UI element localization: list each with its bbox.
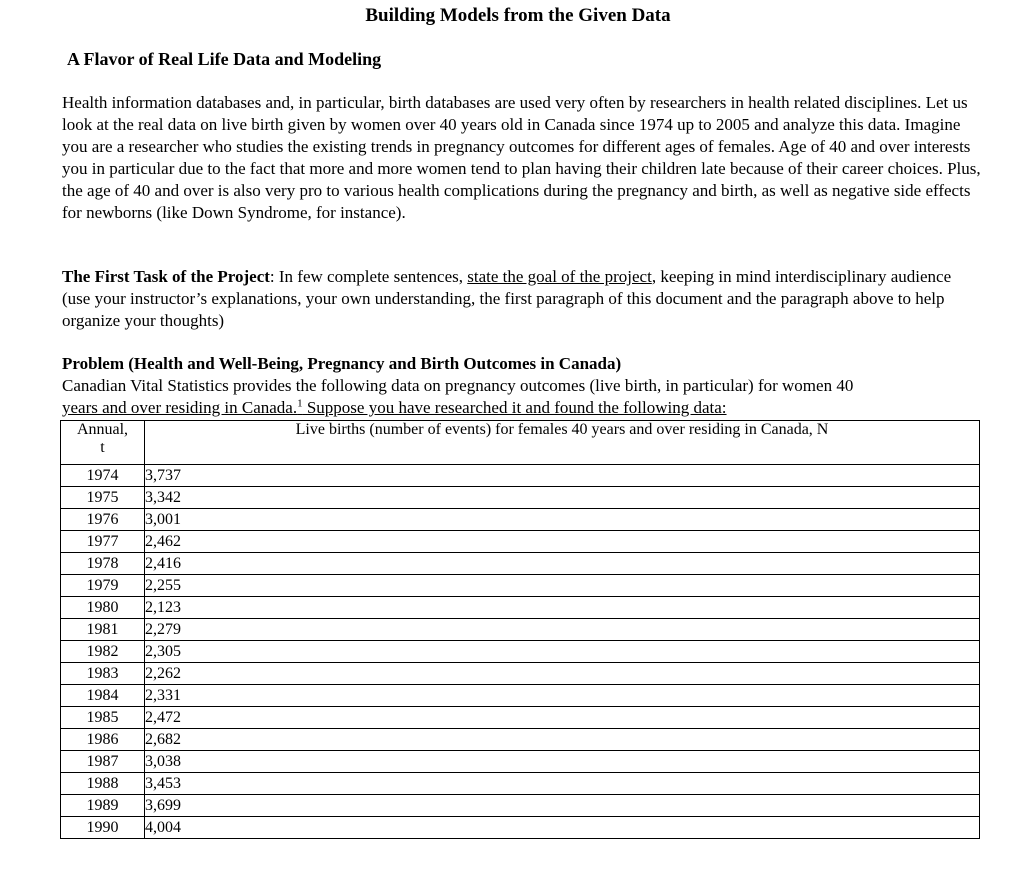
year-cell: 1989	[61, 795, 145, 817]
births-cell: 3,699	[145, 795, 980, 817]
table-row	[61, 663, 980, 685]
table-row	[61, 509, 980, 531]
table-row	[61, 597, 980, 619]
header-births: Live births (number of events) for females 40 years and over residing in Canada, N	[145, 421, 980, 465]
header-year-line1: Annual,	[76, 421, 129, 438]
births-cell: 3,737	[145, 465, 980, 487]
table-row	[61, 553, 980, 575]
births-cell: 2,305	[145, 641, 980, 663]
year-cell: 1979	[61, 575, 145, 597]
first-task-label: The First Task of the Project	[62, 267, 270, 286]
births-cell: 2,262	[145, 663, 980, 685]
births-cell: 2,331	[145, 685, 980, 707]
problem-text-underlined	[62, 398, 727, 417]
table-row	[61, 773, 980, 795]
footnote-marker: 1	[297, 397, 303, 410]
table-body	[61, 465, 980, 839]
first-task-goal-phrase: state the goal of the project	[467, 267, 652, 286]
year-cell: 1987	[61, 751, 145, 773]
year-cell: 1983	[61, 663, 145, 685]
year-cell: 1976	[61, 509, 145, 531]
table-row	[61, 575, 980, 597]
table-row	[61, 465, 980, 487]
table-row	[61, 817, 980, 839]
intro-paragraph: Health information databases and, in particular, birth databases are used very often by researchers in health related disciplines. Let us look at the real data on live birth given by women over 40 years old in Canada since 1974 up to 2005 and analyze this data. Imagine you are a researcher who studies the existing trends in pregnancy outcomes for different ages of females. Age of 40 and over interests you in particular due to the fact that more and more women tend to plan having their children late because of their career choices. Plus, the age of 40 and over is also very pro to various health complications during the pregnancy and birth, as well as negative side effects for newborns (like Down Syndrome, for instance).	[62, 93, 981, 222]
header-year-line2: t	[100, 439, 105, 456]
year-cell: 1977	[61, 531, 145, 553]
table-row	[61, 795, 980, 817]
table-row	[61, 531, 980, 553]
births-cell: 2,682	[145, 729, 980, 751]
year-cell: 1984	[61, 685, 145, 707]
births-cell: 2,123	[145, 597, 980, 619]
problem-block	[62, 353, 982, 419]
year-cell: 1988	[61, 773, 145, 795]
births-cell: 3,342	[145, 487, 980, 509]
problem-text-line1: Canadian Vital Statistics provides the following data on pregnancy outcomes (live birth, in particular) for women 40	[62, 376, 854, 395]
births-cell: 3,453	[145, 773, 980, 795]
problem-heading: Problem (Health and Well-Being, Pregnancy and Birth Outcomes in Canada)	[62, 354, 622, 373]
births-cell: 3,038	[145, 751, 980, 773]
births-cell: 2,279	[145, 619, 980, 641]
table-row	[61, 487, 980, 509]
section-heading: A Flavor of Real Life Data and Modeling	[67, 49, 382, 69]
table-row	[61, 685, 980, 707]
first-task-paragraph	[62, 266, 982, 332]
table-row	[61, 641, 980, 663]
problem-text-line2	[62, 397, 982, 419]
first-task-text-a: : In few complete sentences,	[269, 267, 468, 286]
live-births-table	[60, 420, 980, 839]
table-header-row	[61, 421, 980, 465]
births-cell: 4,004	[145, 817, 980, 839]
problem-text-rest: Suppose you have researched it and found the following data:	[302, 398, 727, 417]
year-cell: 1975	[61, 487, 145, 509]
first-task-text-b: , keeping in mind interdisciplinary audience (use your instructor’s explanations, your own understanding, the first paragraph of this document and the paragraph above to help organize your thoughts)	[62, 267, 952, 330]
births-cell: 2,472	[145, 707, 980, 729]
year-cell: 1985	[61, 707, 145, 729]
year-cell: 1990	[61, 817, 145, 839]
births-cell: 3,001	[145, 509, 980, 531]
document-title: Building Models from the Given Data	[365, 5, 671, 26]
table-row	[61, 729, 980, 751]
header-year	[61, 421, 145, 465]
births-cell: 2,416	[145, 553, 980, 575]
births-cell: 2,255	[145, 575, 980, 597]
births-cell: 2,462	[145, 531, 980, 553]
year-cell: 1986	[61, 729, 145, 751]
year-cell: 1980	[61, 597, 145, 619]
table-row	[61, 751, 980, 773]
table-row	[61, 707, 980, 729]
year-cell: 1982	[61, 641, 145, 663]
table-row	[61, 619, 980, 641]
year-cell: 1981	[61, 619, 145, 641]
year-cell: 1978	[61, 553, 145, 575]
year-cell: 1974	[61, 465, 145, 487]
problem-text-residing: years and over residing in Canada.	[62, 398, 298, 417]
